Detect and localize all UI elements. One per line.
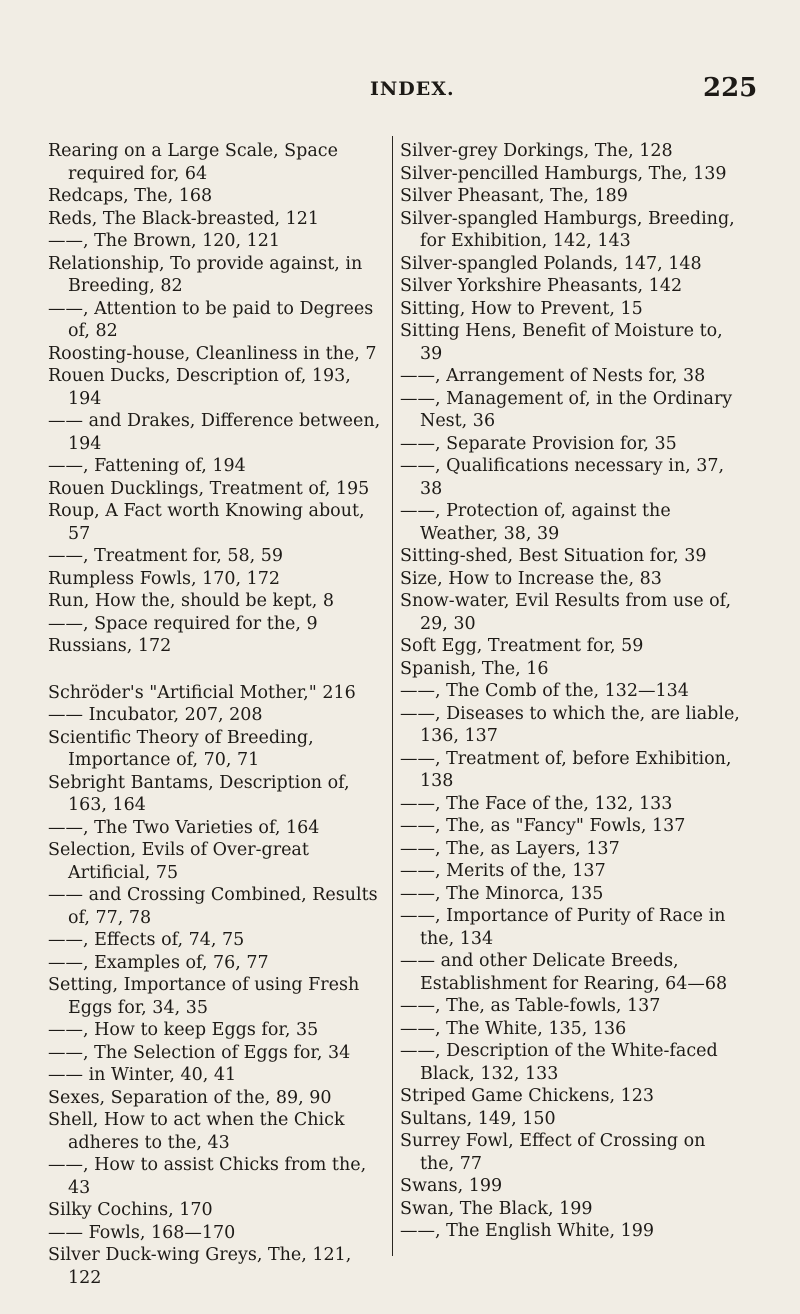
index-entry: ——, Treatment of, before Exhibition, 138	[400, 748, 732, 791]
index-entry: Sexes, Separation of the, 89, 90	[48, 1087, 332, 1108]
index-entry: —— Incubator, 207, 208	[48, 705, 263, 725]
index-entry: Run, How the, should be kept, 8	[48, 591, 334, 611]
index-entry: Scientific Theory of Breeding, Importance of, 70, 71	[48, 727, 314, 770]
index-entry: ——, Fattening of, 194	[48, 456, 246, 476]
index-entry: ——, Separate Provision for, 35	[400, 433, 677, 454]
index-entry: —— in Winter, 40, 41	[48, 1065, 237, 1085]
index-entry: ——, Management of, in the Ordinary Nest, 36	[400, 388, 733, 431]
index-entry: ——, Diseases to which the, are liable, 136, 137	[400, 703, 740, 746]
index-entry: Swans, 199	[400, 1176, 503, 1196]
index-entry: Spanish, The, 16	[400, 658, 549, 679]
index-entry: Sitting-shed, Best Situation for, 39	[400, 546, 707, 566]
index-entry: Schröder's "Artificial Mother," 216	[48, 682, 356, 703]
index-entry: ——, Effects of, 74, 75	[48, 930, 245, 950]
index-entry: Redcaps, The, 168	[48, 186, 213, 206]
index-entry: ——, Importance of Purity of Race in the, 134	[400, 906, 726, 949]
index-entry: ——, The, as Layers, 137	[400, 838, 620, 859]
page-header	[0, 73, 800, 118]
index-entry: Silver Pheasant, The, 189	[400, 186, 628, 206]
index-entry: ——, Examples of, 76, 77	[48, 952, 269, 973]
index-entry: —— and Drakes, Difference between, 194	[48, 411, 381, 454]
index-entry: Roup, A Fact worth Knowing about, 57	[48, 501, 365, 544]
index-entry: Silver Yorkshire Pheasants, 142	[400, 276, 683, 296]
index-entry: ——, How to assist Chicks from the, 43	[48, 1155, 367, 1198]
running-head: INDEX.	[370, 78, 455, 100]
index-entry: Swan, The Black, 199	[400, 1198, 593, 1219]
index-entry: Rouen Ducks, Description of, 193, 194	[48, 366, 351, 409]
index-column-left	[48, 140, 383, 1289]
index-entry: ——, Space required for the, 9	[48, 613, 318, 634]
index-entry: Silver Duck-wing Greys, The, 121, 122	[48, 1245, 352, 1288]
index-entry: ——, The Face of the, 132, 133	[400, 793, 673, 814]
index-entry: —— Fowls, 168—170	[48, 1222, 236, 1243]
index-entry: Relationship, To provide against, in Breeding, 82	[48, 253, 363, 296]
index-entry: Striped Game Chickens, 123	[400, 1086, 655, 1106]
index-entry: ——, Treatment for, 58, 59	[48, 546, 284, 566]
index-entry: Silky Cochins, 170	[48, 1200, 213, 1220]
index-entry: Silver-spangled Hamburgs, Breeding, for Exhibition, 142, 143	[400, 208, 735, 251]
index-entry: ——, The Selection of Eggs for, 34	[48, 1042, 351, 1063]
index-entry: ——, The Brown, 120, 121	[48, 231, 281, 251]
index-entry: ——, The, as "Fancy" Fowls, 137	[400, 816, 686, 836]
index-entry: Russians, 172	[48, 636, 172, 656]
index-entry: Silver-pencilled Hamburgs, The, 139	[400, 163, 727, 184]
index-entry: Setting, Importance of using Fresh Eggs for, 34, 35	[48, 975, 360, 1018]
index-entry: Soft Egg, Treatment for, 59	[400, 636, 644, 656]
index-entry: ——, The Comb of the, 132—134	[400, 681, 689, 701]
index-entry: ——, Merits of the, 137	[400, 861, 606, 881]
index-entry: Sitting, How to Prevent, 15	[400, 298, 643, 319]
index-entry: ——, The English White, 199	[400, 1221, 655, 1241]
index-entry: Surrey Fowl, Effect of Crossing on the, 77	[400, 1131, 706, 1174]
index-entry: ——, Arrangement of Nests for, 38	[400, 366, 706, 386]
index-entry: ——, The Minorca, 135	[400, 883, 604, 904]
index-entry: Silver-grey Dorkings, The, 128	[400, 141, 673, 161]
page-number: 225	[703, 73, 758, 103]
index-entry: Size, How to Increase the, 83	[400, 568, 662, 589]
column-divider	[392, 136, 393, 1256]
index-entry: Sitting Hens, Benefit of Moisture to, 39	[400, 321, 723, 364]
index-entry: Sebright Bantams, Description of, 163, 164	[48, 772, 350, 815]
index-entry: Roosting-house, Cleanliness in the, 7	[48, 343, 377, 364]
index-entry: Rouen Ducklings, Treatment of, 195	[48, 478, 370, 499]
index-entry: ——, The, as Table-fowls, 137	[400, 996, 661, 1016]
index-entry: Shell, How to act when the Chick adheres to the, 43	[48, 1110, 345, 1153]
index-entry: ——, The White, 135, 136	[400, 1018, 627, 1039]
section-gap	[48, 658, 383, 682]
index-entry: ——, The Two Varieties of, 164	[48, 817, 320, 838]
index-entry: Selection, Evils of Over-great Artificial, 75	[48, 840, 309, 883]
index-entry: —— and other Delicate Breeds, Establishment for Rearing, 64—68	[400, 951, 728, 994]
index-entry: ——, Qualifications necessary in, 37, 38	[400, 456, 725, 499]
index-entry: Silver-spangled Polands, 147, 148	[400, 253, 702, 274]
index-entry: Rearing on a Large Scale, Space required for, 64	[48, 141, 338, 184]
index-entry: ——, Description of the White-faced Black, 132, 133	[400, 1041, 718, 1084]
index-entry: Rumpless Fowls, 170, 172	[48, 568, 281, 589]
index-entry: Reds, The Black-breasted, 121	[48, 208, 320, 229]
index-column-right	[400, 140, 745, 1243]
index-entry: ——, How to keep Eggs for, 35	[48, 1020, 319, 1040]
index-entry: —— and Crossing Combined, Results of, 77, 78	[48, 885, 378, 928]
index-entry: ——, Attention to be paid to Degrees of, 82	[48, 298, 374, 341]
index-entry: ——, Protection of, against the Weather, 38, 39	[400, 501, 671, 544]
index-entry: Snow-water, Evil Results from use of, 29, 30	[400, 591, 732, 634]
index-entry: Sultans, 149, 150	[400, 1108, 556, 1129]
